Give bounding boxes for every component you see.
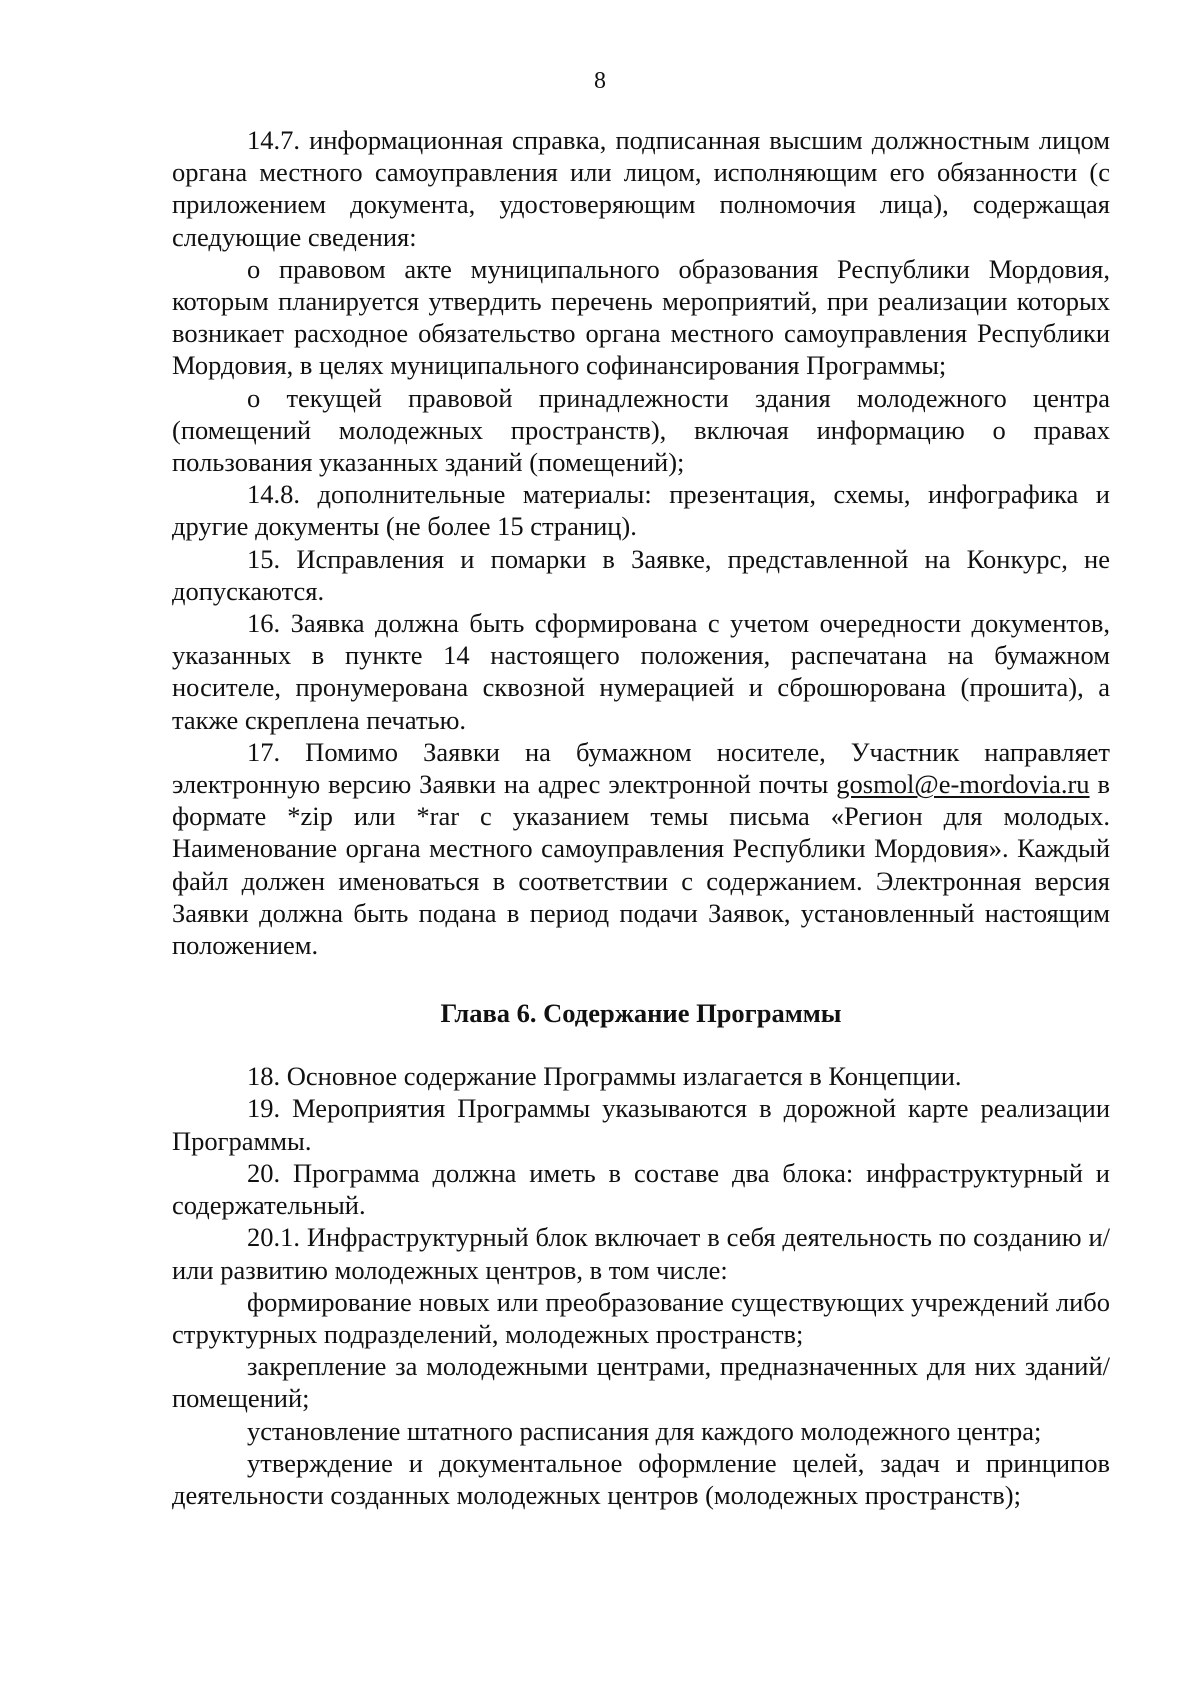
paragraph-19: 19. Мероприятия Программы указываются в дорожной карте реализации Программы. bbox=[172, 1093, 1110, 1156]
document-body bbox=[172, 124, 1110, 1511]
paragraph-building-ownership: о текущей правовой принадлежности здания молодежного центра (помещений молодежных пространств), включая информацию о правах пользования указанных зданий (помещений); bbox=[172, 382, 1110, 478]
page-number: 8 bbox=[594, 68, 606, 94]
paragraph-18: 18. Основное содержание Программы излагается в Концепции. bbox=[247, 1061, 962, 1092]
paragraph-14-7: 14.7. информационная справка, подписанная высшим должностным лицом органа местного самоуправления или лицом, исполняющим его обязанности (с приложением документа, удостоверяющим полномочия лица), содержащая следующие сведения: bbox=[172, 125, 1110, 252]
email-link[interactable]: gosmol@e-mordovia.ru bbox=[836, 769, 1090, 800]
chapter-title: Глава 6. Содержание Программы bbox=[440, 998, 842, 1029]
paragraph-new-institutions: формирование новых или преобразование существующих учреждений либо структурных подразделений, молодежных пространств; bbox=[172, 1286, 1110, 1349]
paragraph-goals-approval: утверждение и документальное оформление целей, задач и принципов деятельности созданных молодежных центров (молодежных пространств); bbox=[172, 1447, 1110, 1510]
paragraph-16: 16. Заявка должна быть сформирована с учетом очередности документов, указанных в пункте 14 настоящего положения, распечатана на бумажном носителе, пронумерована сквозной нумерацией и сброшюрована (прошита), а также скреплена печатью. bbox=[172, 608, 1110, 735]
paragraph-14-8: 14.8. дополнительные материалы: презентация, схемы, инфографика и другие документы (не более 15 страниц). bbox=[172, 479, 1110, 542]
paragraph-staff-schedule: установление штатного расписания для каждого молодежного центра; bbox=[247, 1415, 1042, 1446]
paragraph-assign-buildings: закрепление за молодежными центрами, предназначенных для них зданий/помещений; bbox=[172, 1351, 1110, 1414]
paragraph-20: 20. Программа должна иметь в составе два блока: инфраструктурный и содержательный. bbox=[172, 1157, 1110, 1221]
paragraph-20-1: 20.1. Инфраструктурный блок включает в себя деятельность по созданию и/или развитию молодежных центров, в том числе: bbox=[172, 1222, 1110, 1285]
paragraph-legal-act: о правовом акте муниципального образования Республики Мордовия, которым планируется утвердить перечень мероприятий, при реализации которых возникает расходное обязательство органа местного самоуправления Республики Мордовия, в целях муниципального софинансирования Программы; bbox=[172, 253, 1110, 381]
paragraph-17 bbox=[172, 736, 1110, 961]
paragraph-15: 15. Исправления и помарки в Заявке, представленной на Конкурс, не допускаются. bbox=[172, 543, 1110, 606]
paragraph-17-text-after: в формате *zip или *rar с указанием темы письма «Регион для молодых. Наименование органа местного самоуправления Республики Мордовия». Каждый файл должен именоваться в соответствии с содержанием. Электронная версия Заявки должна быть подана в период подачи Заявок, установленный настоящим положением. bbox=[172, 769, 1110, 961]
paragraph-17-text-before: 17. Помимо Заявки на бумажном носителе, Участник направляет электронную версию Заявки на адрес электронной почты bbox=[172, 736, 1110, 800]
